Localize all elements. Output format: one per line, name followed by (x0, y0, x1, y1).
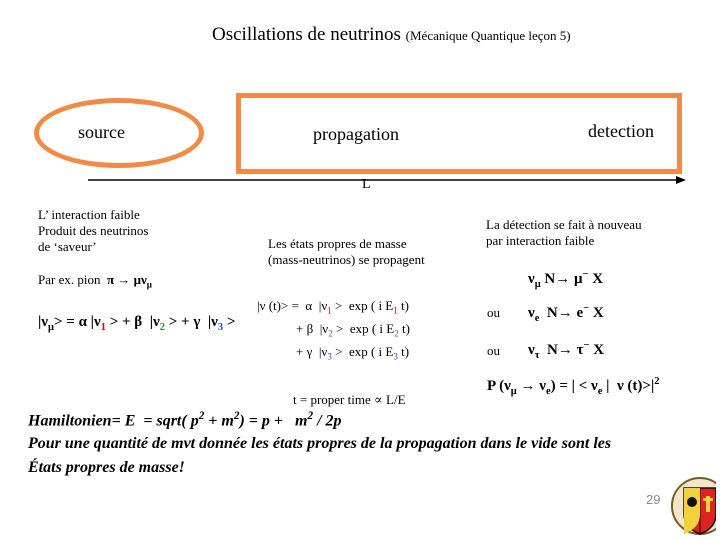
conclusion-line-1: Pour une quantité de mvt donnée les états propres de la propagation dans le vide sont les (28, 435, 612, 452)
page-number: 29 (646, 492, 661, 507)
title-subtitle: (Mécanique Quantique leçon 5) (405, 28, 571, 43)
reaction-muon: $\nu_\mu$ N→ μ− X (528, 269, 604, 290)
pion-example (38, 272, 152, 290)
text-line: de ‘saveur’ (38, 239, 97, 254)
weak-interaction-text (38, 207, 149, 255)
or-label-2: ou (487, 343, 500, 358)
conclusion-line-2: États propres de masse! (28, 459, 185, 476)
text-line: Les états propres de masse (268, 236, 407, 251)
oscillation-probability: P $(\nu_\mu \to \nu_e)$ = | < $\nu_e$ | ν $(t)>|^2$ (487, 376, 660, 397)
text-line: (mass-neutrinos) se propagent (268, 252, 425, 267)
reaction-tau: $\nu_\tau$ N→ τ− X (528, 340, 605, 361)
university-seal-logo (670, 468, 716, 538)
or-label-1: ou (487, 305, 500, 320)
mass-states-text (268, 236, 425, 268)
example-prefix: Par ex. pion (38, 272, 101, 287)
propagation-eq-3: + γ $|\nu_3 > \exp$ ( i $E_3$ t) (296, 344, 410, 362)
text-line: Produit des neutrinos (38, 223, 149, 238)
detection-label: detection (588, 121, 654, 141)
distance-arrow (88, 176, 688, 186)
distance-label: L (362, 177, 371, 192)
reaction-electron: $\nu_e$ N→ e− X (528, 303, 604, 324)
propagation-label: propagation (313, 124, 399, 144)
flavor-state-equation: $|\nu_\mu> = \alpha$ $|\nu_1$ > + β $|\nu_2$ > + γ $|\nu_3$ > (38, 314, 236, 333)
proper-time-note: t = proper time ∝ L/E (293, 392, 406, 407)
title-text: Oscillations de neutrinos (212, 24, 401, 45)
pion-decay: $\pi \to \mu\nu_\mu$ (103, 272, 152, 290)
source-label: source (78, 122, 125, 142)
text-line: L’ interaction faible (38, 207, 140, 222)
hamiltonian-line: Hamiltonien= E = sqrt( $p^2 + m^2) = p + m^2 / 2p$ (28, 410, 342, 430)
page-title (212, 24, 571, 46)
detection-text (486, 217, 642, 249)
text-line: La détection se fait à nouveau (486, 217, 642, 232)
propagation-eq-1: |ν (t)> = α $|\nu_1 > \exp$ ( i $E_1$ t) (257, 298, 409, 316)
propagation-eq-2: + β $|\nu_2 > \exp$ ( i $E_2$ t) (296, 321, 410, 339)
text-line: par interaction faible (486, 233, 595, 248)
